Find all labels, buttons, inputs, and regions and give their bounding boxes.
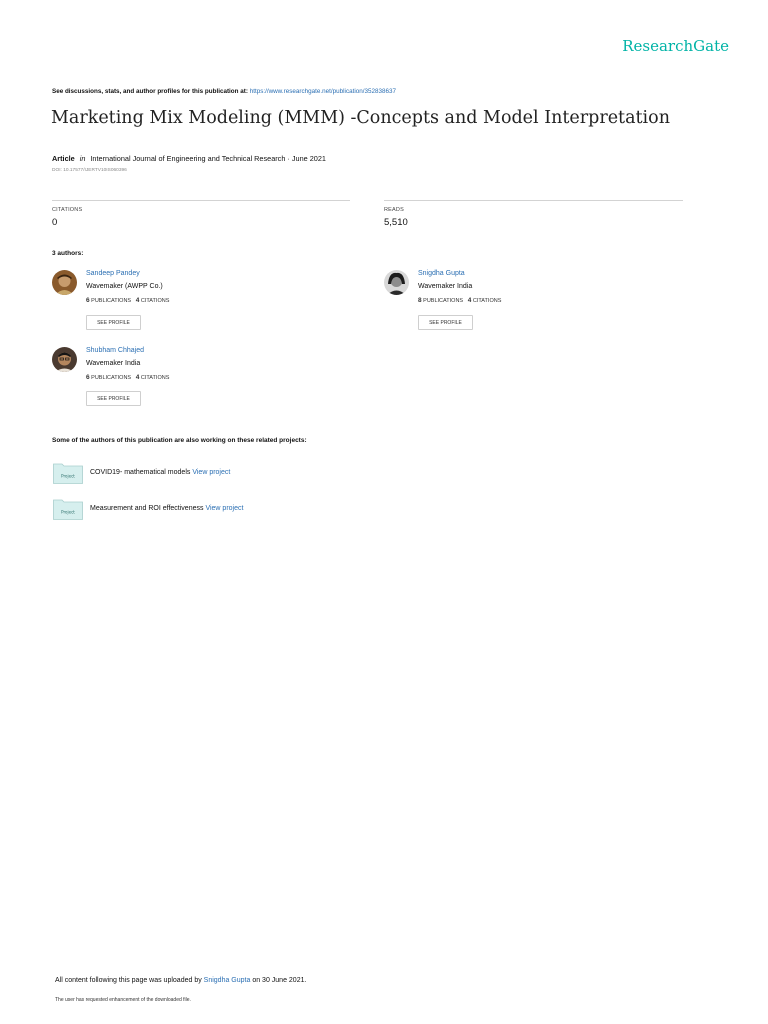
page-title: Marketing Mix Modeling (MMM) -Concepts and Model Interpretation — [51, 108, 670, 128]
author-stats — [86, 374, 169, 381]
author-publications-label: PUBLICATIONS — [91, 375, 132, 381]
author-institution: Wavemaker (AWPP Co.) — [86, 283, 163, 290]
authors-heading: 3 authors: — [52, 250, 84, 257]
in-label: in — [79, 154, 86, 163]
researchgate-logo[interactable]: ResearchGate — [622, 37, 729, 55]
project-item — [90, 505, 243, 512]
project-folder-icon[interactable] — [53, 462, 83, 484]
avatar[interactable] — [52, 347, 77, 372]
view-project-link[interactable]: View project — [192, 469, 231, 476]
see-profile-button[interactable]: SEE PROFILE — [86, 391, 141, 406]
project-folder-label: Project — [61, 509, 75, 515]
citations-divider — [52, 200, 350, 201]
enhancement-note: The user has requested enhancement of the downloaded file. — [55, 997, 191, 1003]
author-publications-label: PUBLICATIONS — [423, 298, 464, 304]
author-publications-count: 8 — [418, 297, 422, 304]
author-citations-count: 4 — [135, 297, 140, 304]
author-citations-count: 4 — [135, 374, 140, 381]
publication-kind: Article — [52, 154, 75, 163]
avatar[interactable] — [52, 270, 77, 295]
author-citations-label: CITATIONS — [472, 298, 502, 304]
project-folder-label: Project — [61, 473, 75, 479]
author-citations-label: CITATIONS — [140, 298, 170, 304]
see-discussions-line — [52, 88, 396, 95]
avatar[interactable] — [384, 270, 409, 295]
author-institution: Wavemaker India — [86, 360, 141, 367]
uploaded-note — [55, 977, 306, 984]
author-publications-label: PUBLICATIONS — [91, 298, 132, 304]
author-publications-count: 6 — [86, 297, 90, 304]
related-projects-heading: Some of the authors of this publication are also working on these related projects: — [52, 437, 307, 444]
author-name-link[interactable]: Sandeep Pandey — [86, 270, 140, 277]
see-profile-button[interactable]: SEE PROFILE — [86, 315, 141, 330]
see-profile-button[interactable]: SEE PROFILE — [418, 315, 473, 330]
author-stats — [418, 297, 501, 304]
reads-value: 5,510 — [384, 217, 408, 228]
author-citations-count: 4 — [467, 297, 472, 304]
uploaded-suffix: on 30 June 2021. — [252, 977, 307, 984]
author-institution: Wavemaker India — [418, 283, 473, 290]
citations-value: 0 — [52, 217, 58, 228]
uploader-link[interactable]: Snigdha Gupta — [203, 977, 251, 984]
publication-venue: International Journal of Engineering and Technical Research · June 2021 — [90, 154, 326, 163]
publication-meta — [52, 154, 326, 163]
author-name-link[interactable]: Snigdha Gupta — [418, 270, 465, 277]
author-stats — [86, 297, 169, 304]
publication-url-link[interactable]: https://www.researchgate.net/publication/352838637 — [249, 88, 397, 95]
author-publications-count: 6 — [86, 374, 90, 381]
reads-divider — [384, 200, 683, 201]
project-item — [90, 469, 230, 476]
author-name-link[interactable]: Shubham Chhajed — [86, 347, 144, 354]
citations-label: CITATIONS — [52, 207, 83, 213]
author-citations-label: CITATIONS — [140, 375, 170, 381]
project-folder-icon[interactable] — [53, 498, 83, 520]
project-title: Measurement and ROI effectiveness — [90, 505, 204, 512]
uploaded-prefix: All content following this page was uploaded by — [55, 977, 202, 984]
reads-label: READS — [384, 207, 404, 213]
project-title: COVID19- mathematical models — [90, 469, 191, 476]
view-project-link[interactable]: View project — [205, 505, 244, 512]
see-discussions-text: See discussions, stats, and author profiles for this publication at: — [52, 88, 248, 95]
publication-doi: DOI: 10.17577/IJERTV10IS060396 — [52, 168, 127, 173]
